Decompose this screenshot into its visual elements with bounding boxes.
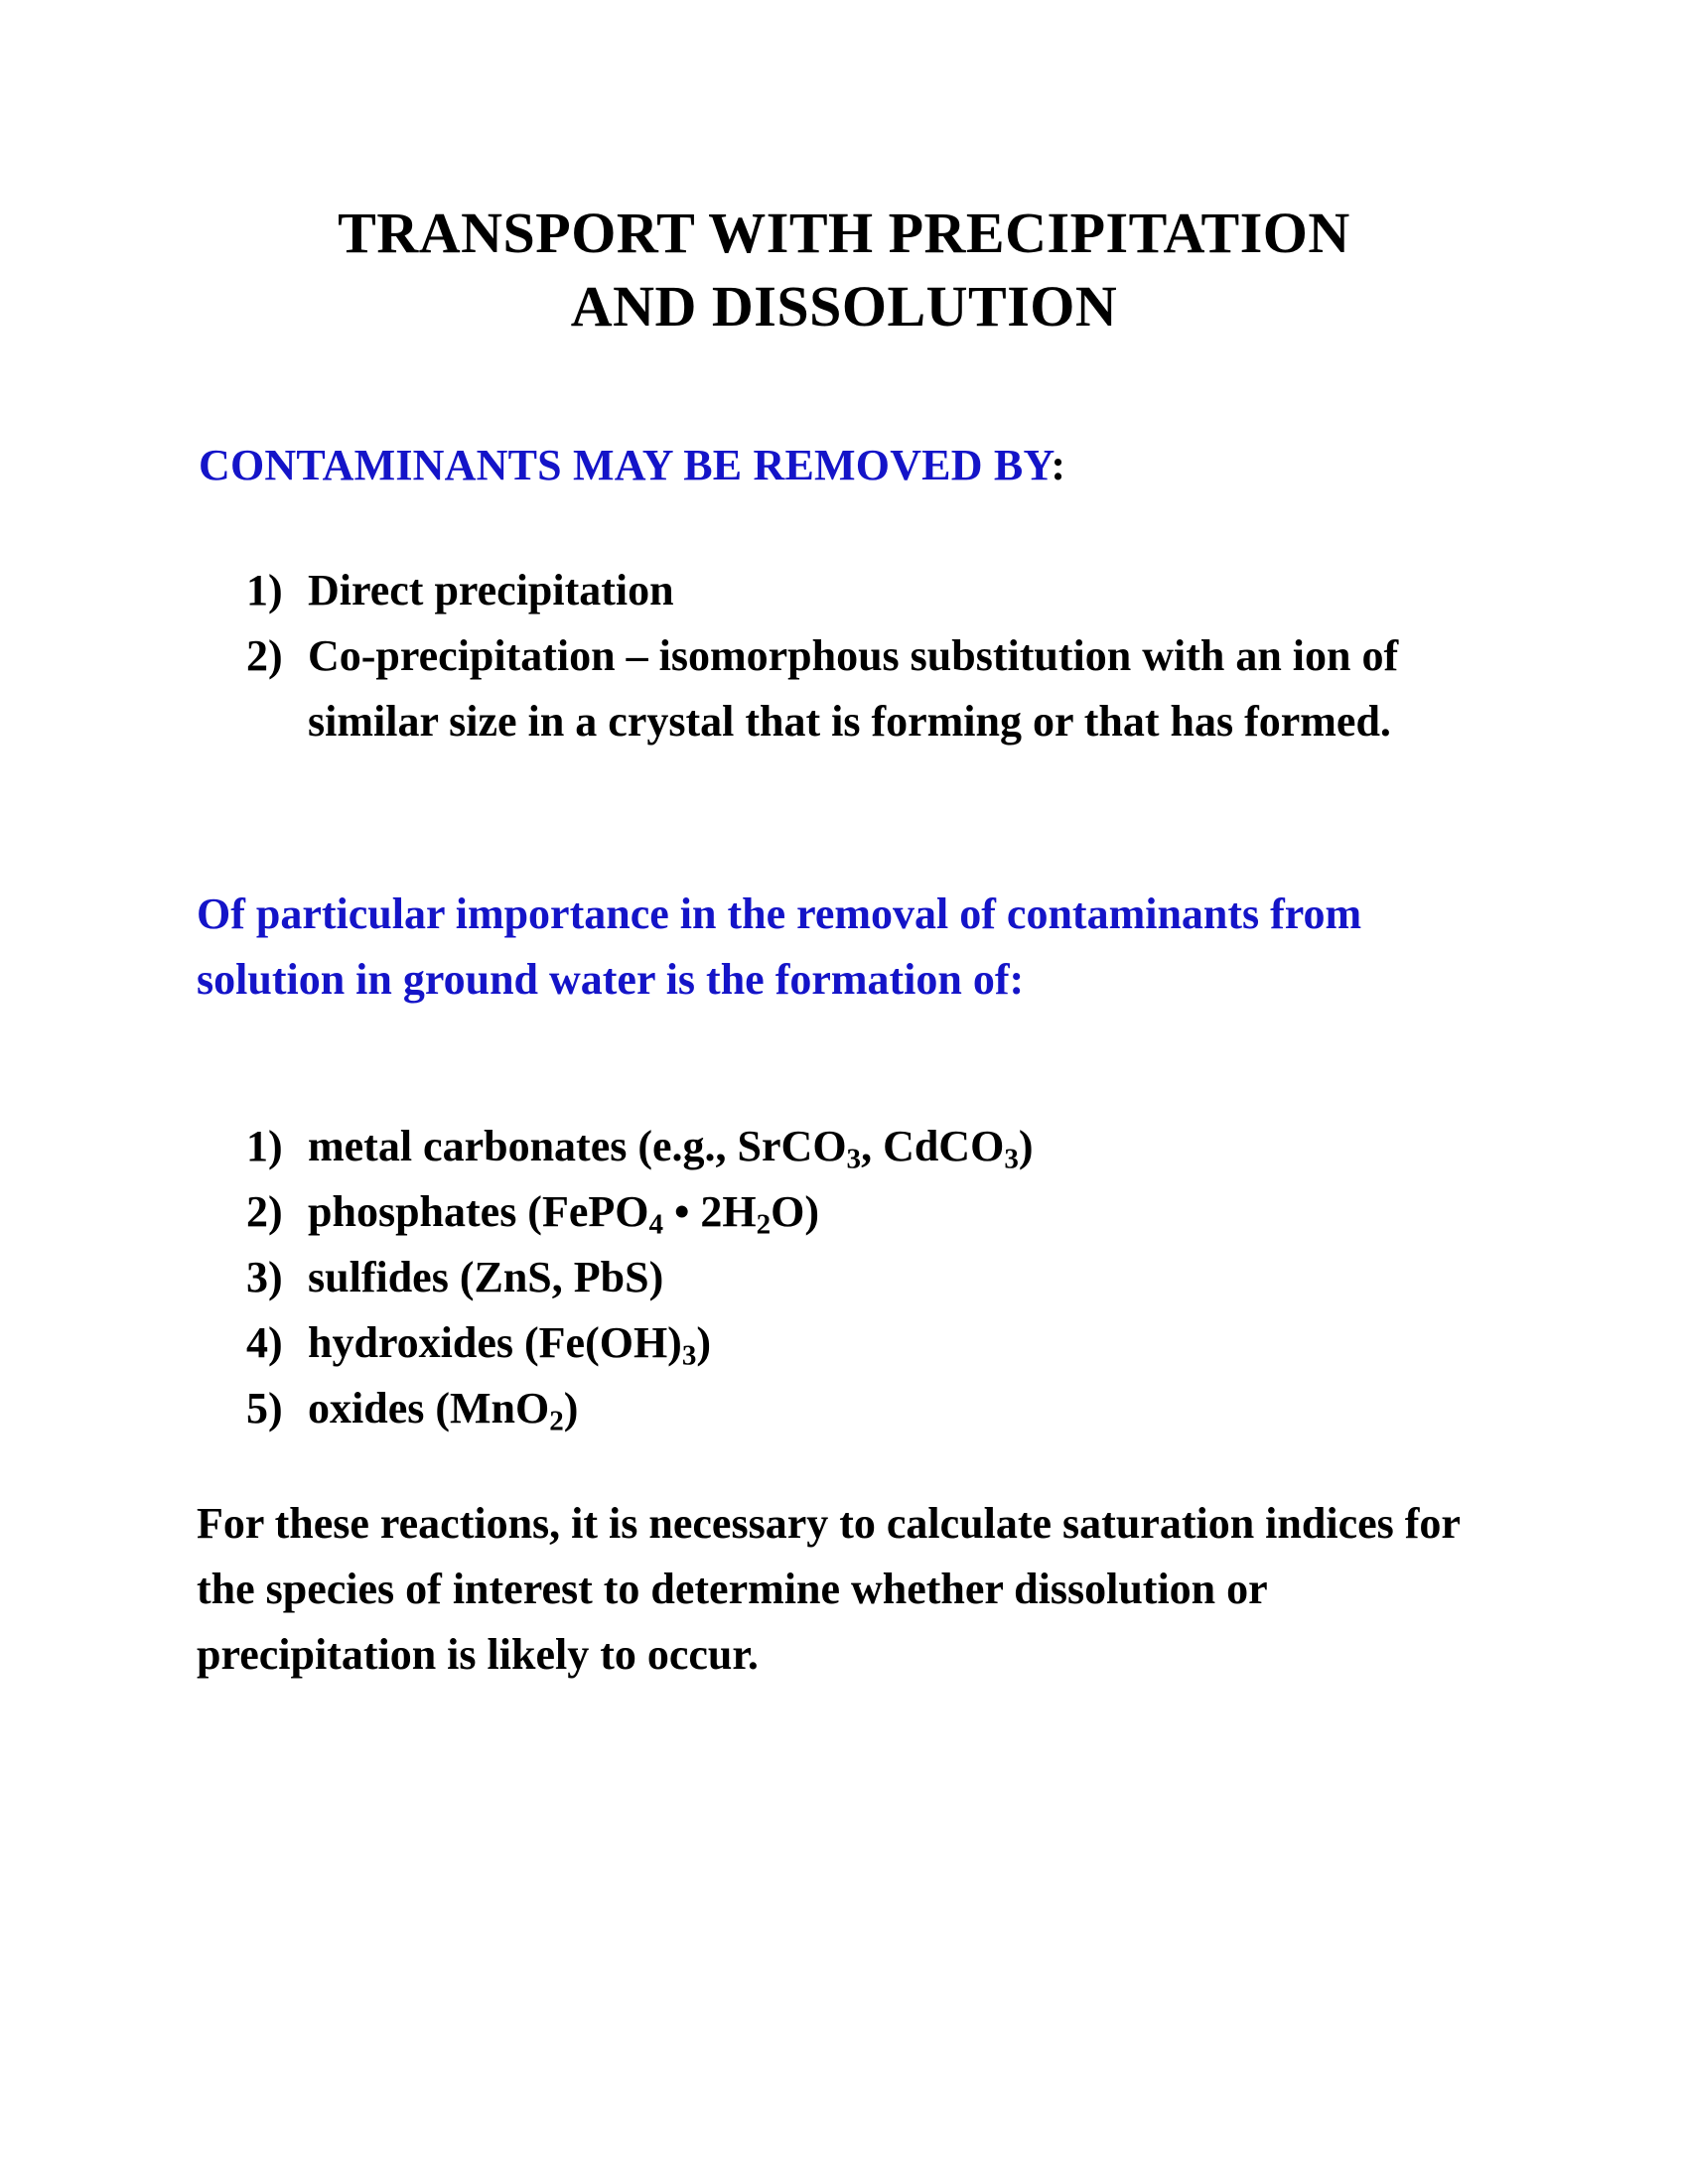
list-marker: 1): [246, 566, 283, 614]
list-marker: 5): [246, 1384, 283, 1433]
list-item: [246, 1245, 1537, 1310]
list-marker: 1): [246, 1122, 283, 1170]
list-item-formula: phosphates (FePO$_4$ • $2H_2O$): [308, 1187, 820, 1241]
heading-contaminants-removed-by: [199, 435, 1065, 496]
list-marker: 4): [246, 1318, 283, 1367]
list-item: [246, 623, 1537, 754]
list-item: [246, 558, 1537, 623]
list-marker: 2): [246, 1187, 283, 1236]
paragraph-saturation-indices: For these reactions, it is necessary to calculate saturation indices for the species of interest to determine whether dissolution or precipitation is likely to occur.: [197, 1499, 1461, 1679]
page-title-line-2: AND DISSOLUTION: [570, 274, 1118, 339]
list-item: [246, 1310, 1537, 1376]
list-item-label: Co-precipitation – isomorphous substitution with an ion of similar size in a crystal that is forming or that has formed.: [308, 631, 1399, 746]
list-item: [246, 1179, 1537, 1245]
list-item-formula: sulfides (ZnS, PbS): [308, 1253, 664, 1301]
page-title: [0, 197, 1688, 343]
heading-contaminants-colon: :: [1051, 441, 1066, 489]
list-item-formula: oxides (MnO$_2$): [308, 1384, 579, 1437]
list-item: [246, 1114, 1537, 1179]
list-marker: 3): [246, 1253, 283, 1301]
list-removal-methods: [246, 558, 1537, 754]
page-title-line-1: TRANSPORT WITH PRECIPITATION: [338, 201, 1350, 265]
paragraph-importance: Of particular importance in the removal of contaminants from solution in ground water is the formation of:: [197, 889, 1362, 1004]
list-item-formula: hydroxides $(Fe(OH)_3)$: [308, 1318, 712, 1372]
list-item-label: Direct precipitation: [308, 566, 674, 614]
list-formation-species: [246, 1114, 1537, 1441]
list-marker: 2): [246, 631, 283, 680]
list-item-formula: metal carbonates (e.g., SrCO$_3$, CdCO$_3$): [308, 1122, 1034, 1175]
heading-contaminants-blue-text: CONTAMINANTS MAY BE REMOVED BY: [199, 441, 1052, 489]
list-item: [246, 1376, 1537, 1441]
